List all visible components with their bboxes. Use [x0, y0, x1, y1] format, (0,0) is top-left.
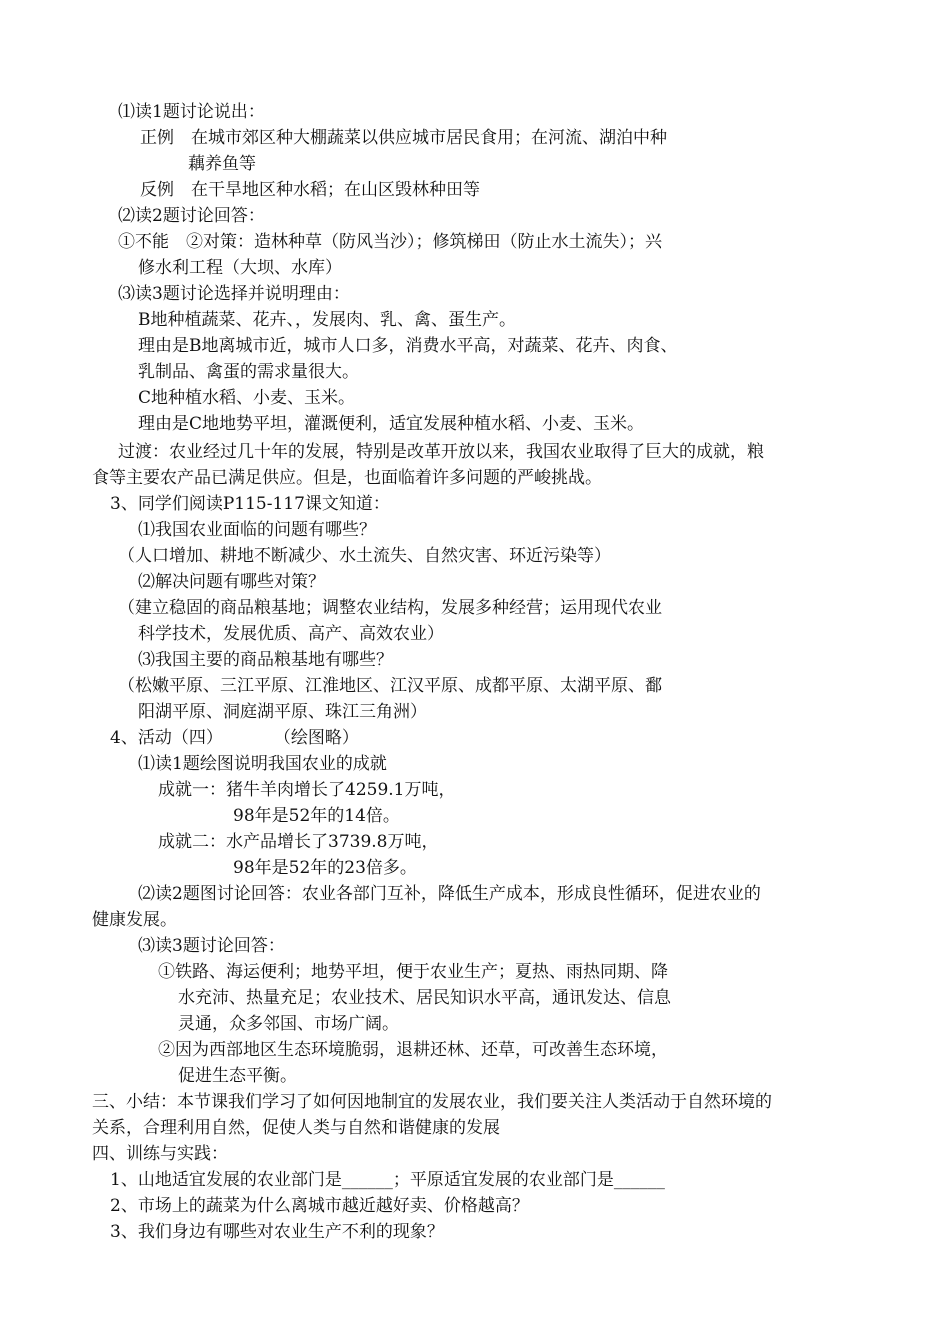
text-line: （建立稳固的商品粮基地；调整农业结构，发展多种经营；运用现代农业 [118, 598, 662, 618]
text-line: 3、同学们阅读P115-117课文知道： [110, 494, 390, 514]
text-line: ⑴读1题讨论说出： [118, 102, 265, 122]
text-line: ⑵读2题图讨论回答：农业各部门互补，降低生产成本，形成良性循环，促进农业的 [138, 884, 761, 904]
text-line: ⑶读3题讨论回答： [138, 936, 285, 956]
text-line: 乳制品、禽蛋的需求量很大。 [138, 362, 359, 382]
text-line: （人口增加、耕地不断减少、水土流失、自然灾害、环近污染等） [118, 546, 611, 566]
text-line: 四、训练与实践： [92, 1144, 228, 1164]
text-line: ⑶读3题讨论选择并说明理由： [118, 284, 350, 304]
text-line: 理由是B地离城市近，城市人口多，消费水平高，对蔬菜、花卉、肉食、 [138, 336, 678, 356]
text-line: ②因为西部地区生态环境脆弱，退耕还林、还草，可改善生态环境， [158, 1040, 668, 1060]
text-line: （松嫩平原、三江平原、江淮地区、江汉平原、成都平原、太湖平原、鄱 [118, 676, 662, 696]
text-line: ①不能 ②对策：造林种草（防风当沙）；修筑梯田（防止水土流失）；兴 [118, 232, 662, 252]
text-line: ⑶我国主要的商品粮基地有哪些？ [138, 650, 393, 670]
text-line: ⑵解决问题有哪些对策？ [138, 572, 325, 592]
text-line: 阳湖平原、洞庭湖平原、珠江三角洲） [138, 702, 427, 722]
text-line: 成就二：水产品增长了3739.8万吨， [158, 832, 439, 852]
text-line: 三、小结：本节课我们学习了如何因地制宜的发展农业，我们要关注人类活动于自然环境的 [92, 1092, 772, 1112]
text-line: 促进生态平衡。 [178, 1066, 297, 1086]
text-line: 3、我们身边有哪些对农业生产不利的现象？ [110, 1222, 444, 1242]
text-line: 关系，合理利用自然，促使人类与自然和谐健康的发展 [92, 1118, 500, 1138]
text-line: ⑴我国农业面临的问题有哪些？ [138, 520, 376, 540]
text-line: 98年是52年的14倍。 [233, 806, 400, 826]
text-line: 理由是C地地势平坦，灌溉便利，适宜发展种植水稻、小麦、玉米。 [138, 414, 645, 434]
text-line: 2、市场上的蔬菜为什么离城市越近越好卖、价格越高？ [110, 1196, 529, 1216]
text-line: 水充沛、热量充足；农业技术、居民知识水平高，通讯发达、信息 [178, 988, 671, 1008]
text-line: 4、活动（四） （绘图略） [110, 728, 359, 748]
text-line: ⑵读2题讨论回答： [118, 206, 265, 226]
text-line: ⑴读1题绘图说明我国农业的成就 [138, 754, 387, 774]
text-line: 健康发展。 [92, 910, 177, 930]
text-line: C地种植水稻、小麦、玉米。 [138, 388, 356, 408]
text-line: 反例 在干旱地区种水稻；在山区毁林种田等 [140, 180, 480, 200]
text-line: 正例 在城市郊区种大棚蔬菜以供应城市居民食用；在河流、湖泊中种 [140, 128, 667, 148]
text-line: 修水利工程（大坝、水库） [138, 258, 342, 278]
text-line: 98年是52年的23倍多。 [233, 858, 417, 878]
text-line: 过渡：农业经过几十年的发展，特别是改革开放以来，我国农业取得了巨大的成就，粮 [118, 442, 764, 462]
text-line: 1、山地适宜发展的农业部门是______；平原适宜发展的农业部门是______ [110, 1170, 665, 1190]
text-line: 灵通，众多邻国、市场广阔。 [178, 1014, 399, 1034]
text-line: 成就一：猪牛羊肉增长了4259.1万吨， [158, 780, 456, 800]
text-line: 科学技术，发展优质、高产、高效农业） [138, 624, 444, 644]
text-line: 藕养鱼等 [188, 154, 256, 174]
text-line: ①铁路、海运便利；地势平坦，便于农业生产；夏热、雨热同期、降 [158, 962, 668, 982]
text-line: B地种植蔬菜、花卉、，发展肉、乳、禽、蛋生产。 [138, 310, 516, 330]
text-line: 食等主要农产品已满足供应。但是，也面临着许多问题的严峻挑战。 [92, 468, 602, 488]
